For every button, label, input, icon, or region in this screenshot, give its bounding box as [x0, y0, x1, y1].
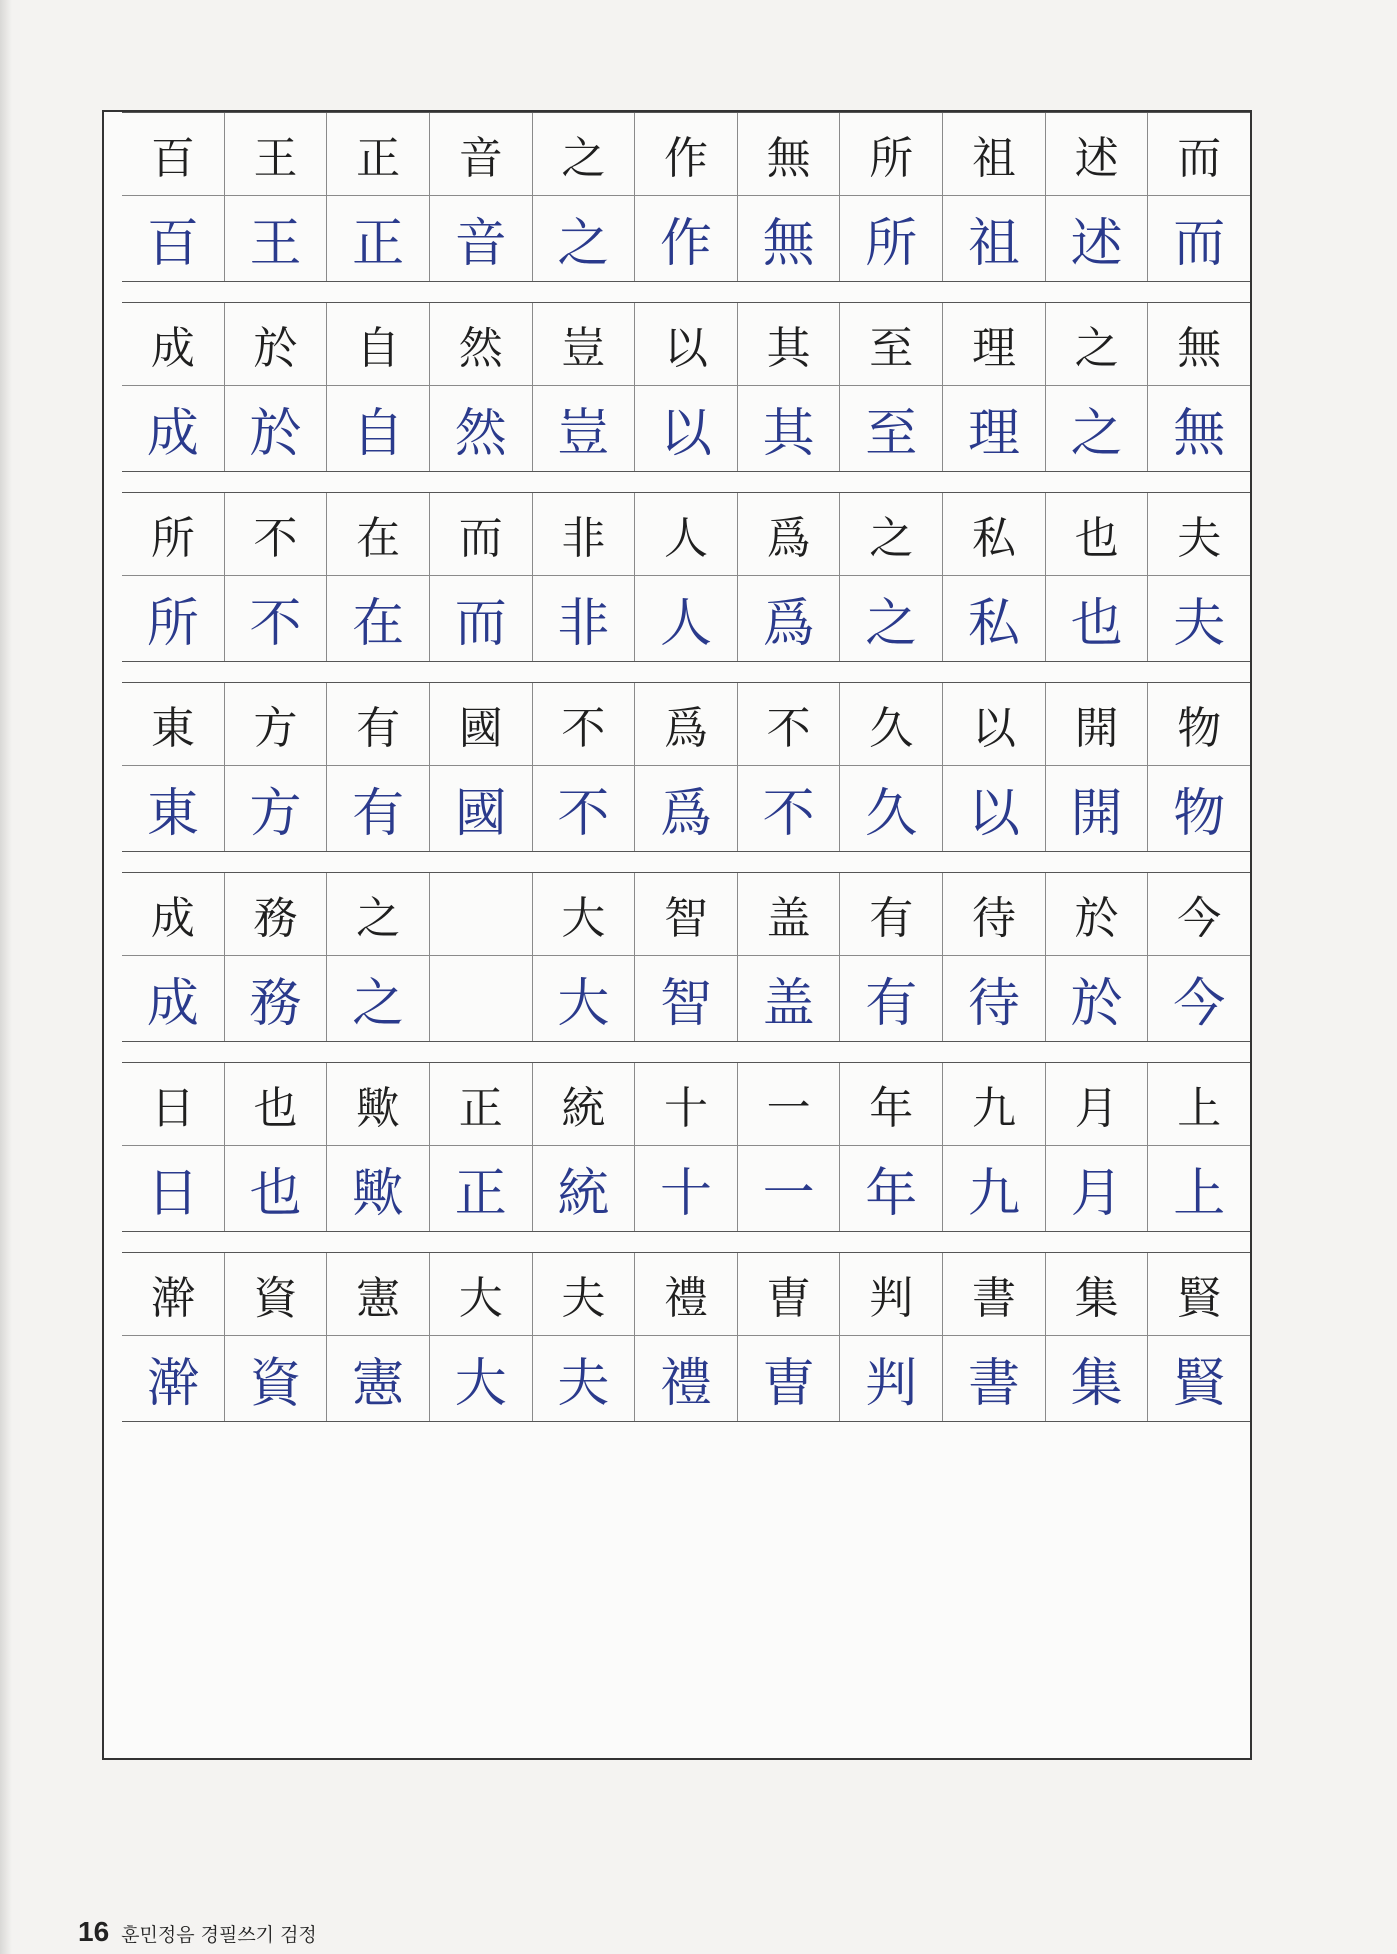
- traced-character: 智: [635, 956, 738, 1041]
- model-character: 判: [840, 1253, 943, 1335]
- traced-character: 正: [430, 1146, 533, 1231]
- model-character: 其: [738, 303, 841, 385]
- model-character: 歟: [327, 1063, 430, 1145]
- model-character: 有: [327, 683, 430, 765]
- traced-character: 不: [533, 766, 636, 851]
- traced-character: 人: [635, 576, 738, 661]
- model-character: 祖: [943, 113, 1046, 195]
- traced-character: 作: [635, 196, 738, 281]
- traced-character: 賢: [1173, 1354, 1226, 1414]
- traced-character: 所: [122, 576, 225, 661]
- model-character: 大: [430, 1253, 533, 1335]
- traced-character: 今: [1173, 974, 1226, 1034]
- model-character: 集: [1046, 1253, 1149, 1335]
- traced-character: 務: [225, 956, 328, 1041]
- traced-character: 大: [533, 956, 636, 1041]
- model-character: 東: [122, 683, 225, 765]
- model-character: 在: [327, 493, 430, 575]
- traced-character: 也: [225, 1146, 328, 1231]
- traced-character: 資: [225, 1336, 328, 1421]
- traced-character: 盖: [738, 956, 841, 1041]
- traced-character: 然: [430, 386, 533, 471]
- model-character: 日: [122, 1063, 225, 1145]
- traced-character: 大: [430, 1336, 533, 1421]
- trace-row: [122, 1335, 1250, 1421]
- traced-character: 而: [1173, 214, 1226, 274]
- traced-character: 理: [943, 386, 1046, 471]
- model-character: 至: [840, 303, 943, 385]
- traced-character: 以: [943, 766, 1046, 851]
- traced-character: 爲: [738, 576, 841, 661]
- model-row: [122, 1253, 1250, 1335]
- model-character: 以: [635, 303, 738, 385]
- traced-character: 所: [840, 196, 943, 281]
- traced-character: 私: [943, 576, 1046, 661]
- traced-character: 而: [430, 576, 533, 661]
- model-character: 物: [1177, 703, 1222, 754]
- traced-character: 禮: [635, 1336, 738, 1421]
- traced-character: [430, 956, 533, 1041]
- traced-character: 夫: [1173, 594, 1226, 654]
- model-character: 不: [738, 683, 841, 765]
- traced-character: 東: [122, 766, 225, 851]
- traced-character: 於: [225, 386, 328, 471]
- traced-character: 之: [533, 196, 636, 281]
- model-character: 所: [840, 113, 943, 195]
- trace-row: [122, 385, 1250, 471]
- model-character: 述: [1046, 113, 1149, 195]
- model-character: 於: [1046, 873, 1149, 955]
- model-character: 也: [1046, 493, 1149, 575]
- traced-character: 非: [533, 576, 636, 661]
- model-character: 憲: [327, 1253, 430, 1335]
- model-character: 百: [122, 113, 225, 195]
- model-character: 無: [738, 113, 841, 195]
- traced-character: 王: [225, 196, 328, 281]
- model-character: 夫: [1177, 513, 1222, 564]
- practice-grid: [102, 110, 1252, 1760]
- traced-character: 久: [840, 766, 943, 851]
- model-character: 不: [225, 493, 328, 575]
- trace-row: [122, 955, 1250, 1041]
- model-character: 務: [225, 873, 328, 955]
- model-character: 今: [1177, 893, 1222, 944]
- traced-character: 至: [840, 386, 943, 471]
- model-character: 王: [225, 113, 328, 195]
- traced-character: 正: [327, 196, 430, 281]
- traced-character: 日: [122, 1146, 225, 1231]
- model-character: 音: [430, 113, 533, 195]
- model-character: 開: [1046, 683, 1149, 765]
- model-character: 方: [225, 683, 328, 765]
- traced-character: 憲: [327, 1336, 430, 1421]
- traced-character: 判: [840, 1336, 943, 1421]
- traced-character: 其: [738, 386, 841, 471]
- model-character: 年: [840, 1063, 943, 1145]
- model-character: 之: [1046, 303, 1149, 385]
- model-character: 月: [1046, 1063, 1149, 1145]
- model-character: 爲: [635, 683, 738, 765]
- traced-character: 成: [122, 386, 225, 471]
- model-character: 禮: [635, 1253, 738, 1335]
- model-character: 爲: [738, 493, 841, 575]
- model-character: 人: [635, 493, 738, 575]
- model-row: [122, 493, 1250, 575]
- traced-character: 之: [1046, 386, 1149, 471]
- traced-character: 音: [430, 196, 533, 281]
- trace-row: [122, 1145, 1250, 1231]
- model-character: 然: [430, 303, 533, 385]
- traced-character: 九: [943, 1146, 1046, 1231]
- page-number: 16: [78, 1916, 110, 1947]
- traced-character: 歟: [327, 1146, 430, 1231]
- traced-character: 十: [635, 1146, 738, 1231]
- model-character: 書: [943, 1253, 1046, 1335]
- model-character: 於: [225, 303, 328, 385]
- model-character: 非: [533, 493, 636, 575]
- model-character: 待: [943, 873, 1046, 955]
- model-character: 也: [225, 1063, 328, 1145]
- model-character: 曺: [738, 1253, 841, 1335]
- traced-character: 上: [1173, 1164, 1226, 1224]
- traced-character: 曺: [738, 1336, 841, 1421]
- traced-character: 成: [122, 956, 225, 1041]
- traced-character: 也: [1046, 576, 1149, 661]
- traced-character: 一: [738, 1146, 841, 1231]
- model-character: 之: [327, 873, 430, 955]
- traced-character: 開: [1046, 766, 1149, 851]
- model-character: 作: [635, 113, 738, 195]
- model-character: 統: [533, 1063, 636, 1145]
- traced-character: 待: [943, 956, 1046, 1041]
- traced-character: 以: [635, 386, 738, 471]
- model-character: 理: [943, 303, 1046, 385]
- practice-block: [122, 682, 1250, 852]
- model-character: 正: [430, 1063, 533, 1145]
- practice-block: [122, 1252, 1250, 1422]
- model-character: 成: [122, 873, 225, 955]
- model-character: 所: [122, 493, 225, 575]
- traced-character: 夫: [533, 1336, 636, 1421]
- traced-character: 書: [943, 1336, 1046, 1421]
- traced-character: 述: [1046, 196, 1149, 281]
- traced-character: 統: [533, 1146, 636, 1231]
- traced-character: 不: [225, 576, 328, 661]
- trace-row: [122, 765, 1250, 851]
- model-character: 久: [840, 683, 943, 765]
- trace-row: [122, 195, 1250, 281]
- model-character: 以: [943, 683, 1046, 765]
- traced-character: 方: [225, 766, 328, 851]
- model-character: 賢: [1177, 1273, 1222, 1324]
- model-character: 澣: [122, 1253, 225, 1335]
- model-character: 九: [943, 1063, 1046, 1145]
- model-row: [122, 303, 1250, 385]
- traced-character: 於: [1046, 956, 1149, 1041]
- practice-block: [122, 302, 1250, 472]
- model-character: 一: [738, 1063, 841, 1145]
- page-edge: [0, 0, 12, 1954]
- model-character: 不: [533, 683, 636, 765]
- model-character: 之: [840, 493, 943, 575]
- model-character: 盖: [738, 873, 841, 955]
- traced-character: 澣: [122, 1336, 225, 1421]
- model-character: 而: [1177, 133, 1222, 184]
- model-character: 大: [533, 873, 636, 955]
- traced-character: 祖: [943, 196, 1046, 281]
- practice-block: [122, 112, 1250, 282]
- model-character: [430, 873, 533, 955]
- traced-character: 年: [840, 1146, 943, 1231]
- traced-character: 月: [1046, 1146, 1149, 1231]
- model-character: 上: [1177, 1083, 1222, 1134]
- trace-row: [122, 575, 1250, 661]
- model-character: 夫: [533, 1253, 636, 1335]
- traced-character: 在: [327, 576, 430, 661]
- traced-character: 爲: [635, 766, 738, 851]
- traced-character: 不: [738, 766, 841, 851]
- traced-character: 物: [1173, 784, 1226, 844]
- model-character: 成: [122, 303, 225, 385]
- traced-character: 有: [840, 956, 943, 1041]
- model-row: [122, 113, 1250, 195]
- model-character: 豈: [533, 303, 636, 385]
- model-character: 資: [225, 1253, 328, 1335]
- model-row: [122, 873, 1250, 955]
- traced-character: 之: [840, 576, 943, 661]
- page-footer: [78, 1916, 317, 1948]
- model-character: 智: [635, 873, 738, 955]
- model-character: 有: [840, 873, 943, 955]
- traced-character: 豈: [533, 386, 636, 471]
- traced-character: 有: [327, 766, 430, 851]
- model-character: 無: [1177, 323, 1222, 374]
- traced-character: 無: [738, 196, 841, 281]
- traced-character: 自: [327, 386, 430, 471]
- model-row: [122, 683, 1250, 765]
- traced-character: 集: [1046, 1336, 1149, 1421]
- practice-block: [122, 1062, 1250, 1232]
- traced-character: 國: [430, 766, 533, 851]
- model-character: 正: [327, 113, 430, 195]
- model-character: 國: [430, 683, 533, 765]
- traced-character: 百: [122, 196, 225, 281]
- traced-character: 之: [327, 956, 430, 1041]
- model-character: 十: [635, 1063, 738, 1145]
- model-character: 私: [943, 493, 1046, 575]
- practice-block: [122, 492, 1250, 662]
- traced-character: 無: [1173, 404, 1226, 464]
- model-row: [122, 1063, 1250, 1145]
- model-character: 自: [327, 303, 430, 385]
- model-character: 之: [533, 113, 636, 195]
- model-character: 而: [430, 493, 533, 575]
- practice-block: [122, 872, 1250, 1042]
- book-title: 훈민정음 경필쓰기 검정: [121, 1924, 317, 1946]
